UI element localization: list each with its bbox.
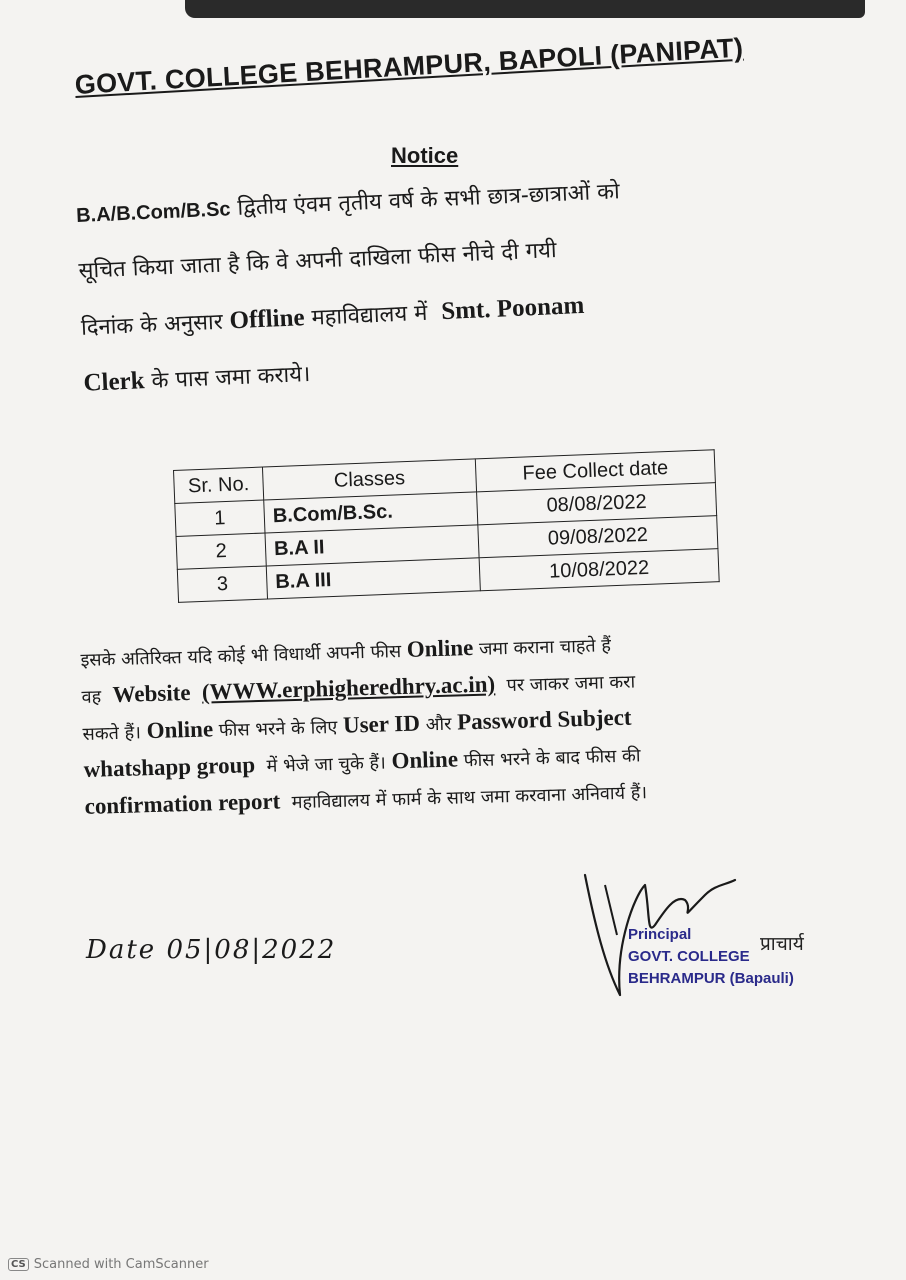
row-date: 09/08/2022 xyxy=(478,516,718,558)
website-link[interactable]: (WWW.erphigheredhry.ac.in) xyxy=(201,671,496,705)
clerk-name: Smt. Poonam xyxy=(440,291,585,326)
clerk-text: Clerk xyxy=(82,367,146,397)
intro-text-5: के पास जमा कराये। xyxy=(151,361,311,394)
online-keyword: Online xyxy=(391,746,459,774)
online-text: इसके अतिरिक्त यदि कोई भी विधार्थी अपनी फीस xyxy=(80,641,402,671)
stamp-line-3: BEHRAMPUR (Bapauli) xyxy=(628,970,794,987)
header-fee-date: Fee Collect date xyxy=(475,450,715,492)
online-text: में भेजे जा चुके हैं। xyxy=(266,752,387,777)
online-keyword: Online xyxy=(406,635,474,662)
notice-heading: Notice xyxy=(391,143,459,168)
intro-text-3: दिनांक के अनुसार xyxy=(80,309,224,341)
website-label: Website xyxy=(112,679,191,708)
row-sr: 1 xyxy=(175,500,265,536)
online-text: फीस भरने के बाद फीस की xyxy=(463,745,641,772)
row-sr: 3 xyxy=(177,566,267,602)
password-text: Password Subject xyxy=(456,704,632,735)
online-text: पर जाकर जमा करा xyxy=(506,671,636,697)
stamp-line-1: Principal xyxy=(628,926,692,943)
online-paragraph xyxy=(80,619,820,824)
intro-text-4: महाविद्यालय में xyxy=(311,300,428,331)
fee-schedule-table xyxy=(173,449,720,603)
online-keyword: Online xyxy=(146,716,214,744)
online-text: वह xyxy=(81,686,102,708)
scanner-watermark xyxy=(8,1257,209,1272)
courses-text: B.A/B.Com/B.Sc xyxy=(75,198,232,227)
intro-text-2: सूचित किया जाता है कि वे अपनी दाखिला फीस नीचे दी गयी xyxy=(78,238,558,284)
row-class: B.A III xyxy=(266,558,480,599)
header-sr-no: Sr. No. xyxy=(174,467,264,503)
camscanner-icon: CS xyxy=(8,1258,29,1271)
online-text: महाविद्यालय में फार्म के साथ जमा करवाना अनिवार्य हैं। xyxy=(291,782,648,814)
issue-date: Date 05|08|2022 xyxy=(86,935,337,965)
confirmation-report-text: confirmation report xyxy=(84,788,281,819)
document-title: GOVT. COLLEGE BEHRAMPUR, BAPOLI (PANIPAT) xyxy=(74,32,744,100)
stamp-hindi-title: प्राचार्य xyxy=(760,933,804,955)
online-text: और xyxy=(425,713,452,736)
row-class: B.A II xyxy=(265,525,479,566)
intro-text-1: द्वितीय एंवम तृतीय वर्ष के सभी छात्र-छात्राओं को xyxy=(236,179,621,221)
row-sr: 2 xyxy=(176,533,266,569)
stamp-line-2: GOVT. COLLEGE xyxy=(628,948,750,965)
phone-edge-shadow xyxy=(185,0,865,18)
whatsapp-group-text: whatshapp group xyxy=(83,752,256,782)
online-text: सकते हैं। xyxy=(82,722,142,745)
intro-paragraph xyxy=(75,156,819,412)
header-classes: Classes xyxy=(262,459,476,500)
user-id-text: User ID xyxy=(342,710,421,738)
online-text: फीस भरने के लिए xyxy=(218,716,338,742)
row-class: B.Com/B.Sc. xyxy=(264,492,478,533)
row-date: 08/08/2022 xyxy=(477,483,717,525)
online-text: जमा कराना चाहते हैं xyxy=(478,635,612,660)
fee-table-wrapper xyxy=(173,449,720,603)
scanner-text: Scanned with CamScanner xyxy=(33,1257,209,1272)
row-date: 10/08/2022 xyxy=(479,549,719,591)
offline-text: Offline xyxy=(229,304,306,335)
